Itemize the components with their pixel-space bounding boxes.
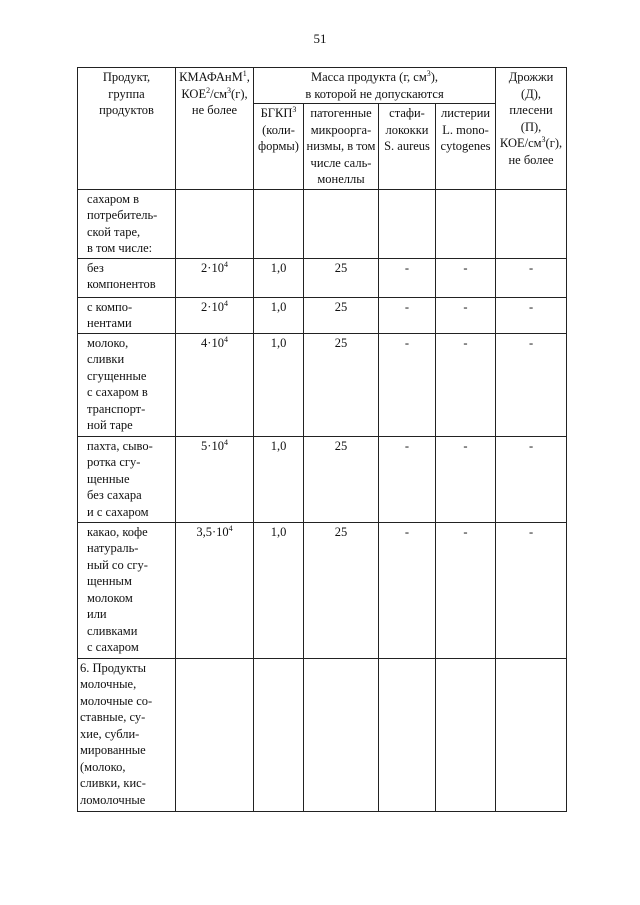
kmafanm-value: 2·10 [201,260,224,275]
kmafanm-text: КМАФАнМ [179,70,243,84]
yeast-cell: - [496,333,567,436]
kmafanm-exp: 4 [223,259,228,269]
product-cell: сахаром в потребитель- ской таре, в том числе: [78,189,176,258]
kmafanm-mid: , КОЕ [181,70,250,101]
pathogens-text: патогенные микроорга- низмы, в том числе саль- монеллы [306,106,376,186]
header-listeria [436,104,496,190]
table-row [78,658,567,811]
header-product-text: Продукт, группа продуктов [99,70,154,117]
header-staph [379,104,436,190]
staph-cell: - [379,297,436,333]
bgkp-cell: 1,0 [254,522,304,658]
yeast-sup: 3 [541,134,546,144]
pathogens-cell: 25 [304,522,379,658]
kmafanm-cell [176,297,254,333]
kmafanm-sup2: 2 [206,85,211,95]
bgkp-text: БГКП [260,106,293,120]
staph-cell: - [379,436,436,522]
pathogens-cell [304,189,379,258]
yeast-cell: - [496,258,567,297]
header-row-1 [78,68,567,104]
listeria-cell: - [436,522,496,658]
kmafanm-cell [176,258,254,297]
pathogens-cell [304,658,379,811]
mass-post: ), в которой не допускаются [305,70,444,101]
header-pathogens [304,104,379,190]
kmafanm-value: 4·10 [201,335,224,350]
kmafanm-sup3: 3 [227,85,232,95]
staph-text: стафи- лококки S. aureus [384,106,430,153]
bgkp-cell [254,658,304,811]
yeast-cell [496,189,567,258]
product-cell: без компонентов [78,258,176,297]
header-kmafanm [176,68,254,190]
bgkp-post: (коли- формы) [258,122,299,153]
listeria-cell: - [436,333,496,436]
header-yeast [496,68,567,190]
bgkp-cell: 1,0 [254,297,304,333]
kmafanm-value: 3,5·10 [196,524,229,539]
table-row [78,258,567,297]
bgkp-cell: 1,0 [254,333,304,436]
table-row [78,436,567,522]
table-row [78,189,567,258]
product-cell: с компо- нентами [78,297,176,333]
header-product [78,68,176,190]
kmafanm-exp: 4 [228,523,233,533]
listeria-cell [436,189,496,258]
kmafanm-cell [176,333,254,436]
kmafanm-cm: /см [210,86,228,101]
header-mass [254,68,496,104]
table-row [78,522,567,658]
listeria-cell: - [436,436,496,522]
pathogens-cell: 25 [304,333,379,436]
listeria-text: листерии L. mono- cytogenes [440,106,491,153]
page-number: 51 [313,31,327,46]
yeast-post: (г), не более [508,136,563,167]
mass-text: Масса продукта (г, см [310,70,427,84]
kmafanm-exp: 4 [223,334,228,344]
kmafanm-value: 2·10 [201,299,224,314]
pathogens-cell: 25 [304,258,379,297]
header-bgkp [254,104,304,190]
yeast-cell: - [496,522,567,658]
listeria-cell: - [436,258,496,297]
pathogens-cell: 25 [304,436,379,522]
listeria-cell: - [436,297,496,333]
kmafanm-cell [176,436,254,522]
bgkp-cell: 1,0 [254,436,304,522]
staph-cell [379,658,436,811]
product-cell: какао, кофе натураль- ный со сгу- щенным молоком или сливками с сахаром [78,522,176,658]
yeast-cell: - [496,436,567,522]
bgkp-sup: 3 [292,104,297,114]
table-row [78,333,567,436]
product-cell: молоко, сливки сгущенные с сахаром в транспорт- ной таре [78,333,176,436]
kmafanm-cell [176,658,254,811]
product-cell: пахта, сыво- ротка сгу- щенные без сахара и с сахаром [78,436,176,522]
kmafanm-sup1: 1 [242,68,247,78]
staph-cell [379,189,436,258]
kmafanm-cell [176,189,254,258]
staph-cell: - [379,522,436,658]
kmafanm-value: 5·10 [201,438,224,453]
kmafanm-exp: 4 [223,298,228,308]
yeast-cell: - [496,297,567,333]
table-row [78,297,567,333]
staph-cell: - [379,333,436,436]
staph-cell: - [379,258,436,297]
yeast-text: Дрожжи (Д), плесени (П), КОЕ/см [499,70,554,150]
yeast-cell [496,658,567,811]
bgkp-cell [254,189,304,258]
kmafanm-exp: 4 [223,437,228,447]
microbiology-table [77,67,567,812]
pathogens-cell: 25 [304,297,379,333]
kmafanm-post: (г), не более [191,86,248,117]
listeria-cell [436,658,496,811]
bgkp-cell: 1,0 [254,258,304,297]
product-cell: 6. Продукты молочные, молочные со- ставные, су- хие, субли- мированные (молоко, сливки, кис- ломолочные [78,658,176,811]
mass-sup: 3 [426,68,431,78]
kmafanm-cell [176,522,254,658]
